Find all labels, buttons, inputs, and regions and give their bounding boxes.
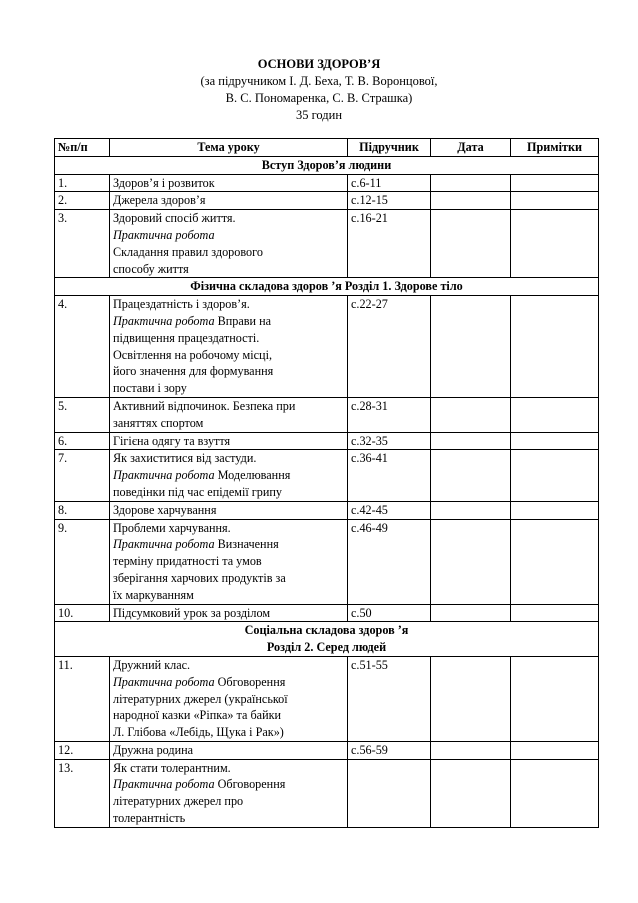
lesson-topic-line (113, 657, 344, 674)
lesson-plan-table (54, 138, 599, 828)
textbook-authors-line-2: В. С. Пономаренка, С. В. Страшка) (225, 91, 413, 105)
lesson-notes-cell (511, 192, 599, 210)
lesson-topic-line (113, 467, 344, 484)
lesson-topic-line (113, 810, 344, 827)
lesson-topic-text: Як захиститися від застуди. (113, 451, 257, 466)
lesson-topic-text: літературних джерел (української (113, 691, 288, 706)
lesson-topic-text: зберігання харчових продуктів за (113, 570, 286, 585)
lesson-topic-text: Здорове харчування (113, 502, 217, 517)
lesson-topic-text: терміну придатності та умов (113, 554, 262, 569)
table-row (55, 656, 599, 741)
table-row (55, 192, 599, 210)
lesson-topic-line (113, 536, 344, 553)
textbook-pages: с.22-27 (348, 296, 431, 398)
textbook-pages: с.42-45 (348, 501, 431, 519)
lesson-topic-text: способу життя (113, 261, 189, 276)
practical-work-label: Практична робота (113, 674, 215, 689)
textbook-pages: с.6-11 (348, 174, 431, 192)
lesson-topic (110, 397, 348, 432)
lesson-number: 2. (55, 192, 110, 210)
practical-work-label: Практична робота (113, 313, 215, 328)
section-title (55, 278, 599, 296)
textbook-pages: с.32-35 (348, 432, 431, 450)
lesson-topic-line (113, 793, 344, 810)
lesson-topic-text: підвищення працездатності. (113, 330, 260, 345)
lesson-topic-text: поведінки під час епідемії грипу (113, 484, 282, 499)
lesson-topic (110, 450, 348, 501)
lesson-number: 8. (55, 501, 110, 519)
lesson-topic (110, 296, 348, 398)
practical-work-label: Практична робота (113, 227, 215, 242)
lesson-number: 6. (55, 432, 110, 450)
lesson-notes-cell (511, 741, 599, 759)
textbook-pages: с.51-55 (348, 656, 431, 741)
lesson-number: 7. (55, 450, 110, 501)
lesson-notes-cell (511, 296, 599, 398)
section-title-line: Вступ Здоров’я людини (261, 157, 392, 172)
lesson-topic-text: толерантність (113, 811, 186, 826)
lesson-topic (110, 741, 348, 759)
lesson-notes-cell (511, 210, 599, 278)
lesson-topic-text: Активний відпочинок. Безпека при (113, 398, 296, 413)
lesson-topic-line (113, 398, 344, 415)
section-row (55, 278, 599, 296)
lesson-topic-line (113, 347, 344, 364)
lesson-topic-text: заняттях спортом (113, 415, 204, 430)
table-header-row (55, 139, 599, 157)
document-title: ОСНОВИ ЗДОРОВ’Я (257, 57, 381, 71)
lesson-topic-line (113, 227, 344, 244)
table-row (55, 450, 599, 501)
textbook-pages: с.16-21 (348, 210, 431, 278)
lesson-topic-text: літературних джерел про (113, 794, 244, 809)
table-row (55, 501, 599, 519)
lesson-topic-text: Підсумковий урок за розділом (113, 605, 271, 620)
section-title-line: Соціальна складова здоров ’я (244, 623, 409, 638)
column-header-textbook: Підручник (348, 139, 431, 157)
lesson-topic (110, 604, 348, 622)
lesson-topic-text: Дружний клас. (113, 657, 191, 672)
column-header-topic: Тема уроку (110, 139, 348, 157)
lesson-topic-line (113, 433, 344, 450)
lesson-date-cell (431, 604, 511, 622)
table-row (55, 397, 599, 432)
lesson-topic-line (113, 450, 344, 467)
section-row (55, 156, 599, 174)
table-row (55, 174, 599, 192)
lesson-topic-text: Визначення (214, 537, 279, 552)
lesson-topic-line (113, 674, 344, 691)
lesson-number: 10. (55, 604, 110, 622)
lesson-number: 12. (55, 741, 110, 759)
lesson-topic-text: Обговорення (214, 777, 286, 792)
lesson-notes-cell (511, 397, 599, 432)
lesson-topic-text: Освітлення на робочому місці, (113, 347, 273, 362)
lesson-topic-line (113, 192, 344, 209)
lesson-date-cell (431, 519, 511, 604)
lesson-topic-line (113, 587, 344, 604)
lesson-number: 4. (55, 296, 110, 398)
table-body (55, 156, 599, 827)
textbook-pages: с.46-49 (348, 519, 431, 604)
lesson-topic-line (113, 313, 344, 330)
lesson-topic-line (113, 210, 344, 227)
lesson-topic-text: Вправи на (214, 313, 272, 328)
section-title-line: Розділ 2. Серед людей (266, 640, 387, 655)
total-hours: 35 годин (295, 108, 343, 122)
lesson-topic-line (113, 605, 344, 622)
lesson-date-cell (431, 397, 511, 432)
lesson-topic-line (113, 760, 344, 777)
lesson-topic-text: його значення для формування (113, 364, 274, 379)
section-title (55, 156, 599, 174)
lesson-topic-text: Гігієна одягу та взуття (113, 433, 231, 448)
lesson-topic-line (113, 502, 344, 519)
lesson-date-cell (431, 432, 511, 450)
lesson-topic-text: Здоров’я і розвиток (113, 175, 215, 190)
column-header-number: №п/п (55, 139, 110, 157)
lesson-topic-text: Моделювання (214, 468, 291, 483)
lesson-notes-cell (511, 759, 599, 827)
lesson-date-cell (431, 296, 511, 398)
lesson-notes-cell (511, 432, 599, 450)
lesson-date-cell (431, 501, 511, 519)
lesson-topic (110, 501, 348, 519)
textbook-pages: с.28-31 (348, 397, 431, 432)
lesson-topic-line (113, 296, 344, 313)
lesson-topic (110, 519, 348, 604)
lesson-topic-line (113, 724, 344, 741)
lesson-topic-text: Складання правил здорового (113, 244, 263, 259)
document-header (0, 56, 638, 124)
lesson-date-cell (431, 210, 511, 278)
table-row (55, 759, 599, 827)
lesson-topic-line (113, 484, 344, 501)
lesson-notes-cell (511, 450, 599, 501)
table-row (55, 519, 599, 604)
lesson-topic-line (113, 175, 344, 192)
lesson-number: 1. (55, 174, 110, 192)
lesson-topic-line (113, 415, 344, 432)
lesson-topic-text: Л. Глібова «Лебідь, Щука і Рак») (113, 725, 284, 740)
section-title (55, 622, 599, 657)
lesson-topic-line (113, 330, 344, 347)
lesson-number: 9. (55, 519, 110, 604)
lesson-date-cell (431, 656, 511, 741)
lesson-topic-text: Працездатність і здоров’я. (113, 297, 250, 312)
table-row (55, 432, 599, 450)
lesson-date-cell (431, 741, 511, 759)
table-row (55, 296, 599, 398)
lesson-date-cell (431, 759, 511, 827)
lesson-topic (110, 432, 348, 450)
lesson-topic-text: Проблеми харчування. (113, 520, 231, 535)
lesson-topic (110, 759, 348, 827)
lesson-notes-cell (511, 604, 599, 622)
lesson-date-cell (431, 174, 511, 192)
lesson-topic-line (113, 553, 344, 570)
lesson-notes-cell (511, 174, 599, 192)
lesson-topic-line (113, 742, 344, 759)
lesson-topic-text: Як стати толерантним. (113, 760, 231, 775)
lesson-topic-line (113, 570, 344, 587)
lesson-topic (110, 174, 348, 192)
lesson-topic-text: Здоровий спосіб життя. (113, 211, 236, 226)
lesson-date-cell (431, 450, 511, 501)
lesson-notes-cell (511, 501, 599, 519)
lesson-topic-line (113, 707, 344, 724)
section-title-line: Фізична складова здоров ’я Розділ 1. Здорове тіло (190, 279, 463, 294)
lesson-number: 13. (55, 759, 110, 827)
lesson-topic-line (113, 363, 344, 380)
table-row (55, 210, 599, 278)
textbook-pages: с.12-15 (348, 192, 431, 210)
lesson-topic-line (113, 244, 344, 261)
practical-work-label: Практична робота (113, 777, 215, 792)
lesson-topic-line (113, 520, 344, 537)
lesson-topic-text: Дружна родина (113, 742, 194, 757)
column-header-date: Дата (431, 139, 511, 157)
practical-work-label: Практична робота (113, 468, 215, 483)
lesson-topic-line (113, 261, 344, 278)
lesson-topic-line (113, 691, 344, 708)
lesson-notes-cell (511, 519, 599, 604)
practical-work-label: Практична робота (113, 537, 215, 552)
section-row (55, 622, 599, 657)
textbook-pages: с.56-59 (348, 741, 431, 759)
lesson-topic-line (113, 380, 344, 397)
lesson-date-cell (431, 192, 511, 210)
lesson-number: 11. (55, 656, 110, 741)
lesson-topic-text: Джерела здоров’я (113, 193, 206, 208)
textbook-authors-line-1: (за підручником І. Д. Беха, Т. В. Воронцової, (200, 74, 438, 88)
textbook-pages (348, 759, 431, 827)
lesson-topic (110, 210, 348, 278)
lesson-topic-text: їх маркуванням (113, 587, 194, 602)
column-header-notes: Примітки (511, 139, 599, 157)
lesson-number: 3. (55, 210, 110, 278)
lesson-number: 5. (55, 397, 110, 432)
lesson-topic (110, 192, 348, 210)
textbook-pages: с.36-41 (348, 450, 431, 501)
lesson-topic-line (113, 776, 344, 793)
lesson-topic-text: постави і зору (113, 381, 187, 396)
lesson-topic (110, 656, 348, 741)
lesson-topic-text: народної казки «Ріпка» та байки (113, 708, 282, 723)
lesson-topic-text: Обговорення (214, 674, 286, 689)
table-row (55, 741, 599, 759)
lesson-notes-cell (511, 656, 599, 741)
textbook-pages: с.50 (348, 604, 431, 622)
table-row (55, 604, 599, 622)
